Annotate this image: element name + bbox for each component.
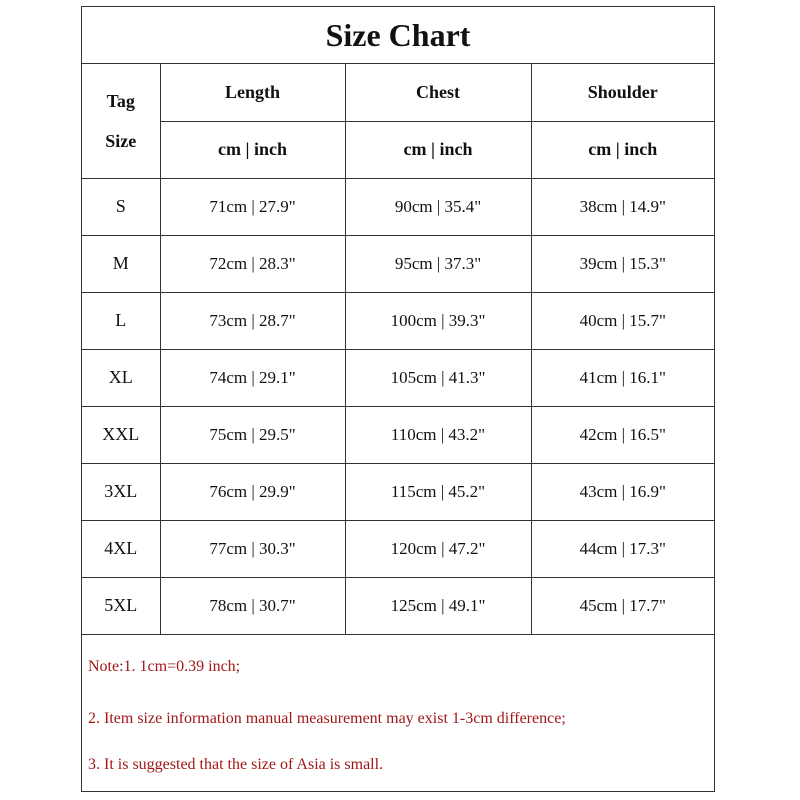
chest-cell: 110cm | 43.2" <box>345 406 531 463</box>
table-row <box>82 577 714 634</box>
table-row <box>82 178 714 235</box>
length-cell: 71cm | 27.9" <box>160 178 345 235</box>
chest-cell: 90cm | 35.4" <box>345 178 531 235</box>
note-3: 3. It is suggested that the size of Asia is small. <box>88 756 384 773</box>
column-header-shoulder: Shoulder <box>531 64 714 121</box>
table-row <box>82 292 714 349</box>
table-row <box>82 406 714 463</box>
shoulder-cell: 38cm | 14.9" <box>531 178 714 235</box>
header-row <box>82 64 714 121</box>
unit-row <box>82 121 714 178</box>
size-chart <box>81 6 715 792</box>
length-cell: 76cm | 29.9" <box>160 463 345 520</box>
size-cell: 3XL <box>82 463 160 520</box>
chest-cell: 120cm | 47.2" <box>345 520 531 577</box>
length-cell: 73cm | 28.7" <box>160 292 345 349</box>
shoulder-cell: 39cm | 15.3" <box>531 235 714 292</box>
chest-cell: 105cm | 41.3" <box>345 349 531 406</box>
chest-cell: 95cm | 37.3" <box>345 235 531 292</box>
shoulder-cell: 40cm | 15.7" <box>531 292 714 349</box>
size-cell: 5XL <box>82 577 160 634</box>
shoulder-cell: 45cm | 17.7" <box>531 577 714 634</box>
column-header-length: Length <box>160 64 345 121</box>
size-cell: M <box>82 235 160 292</box>
length-cell: 77cm | 30.3" <box>160 520 345 577</box>
tag-size-line-2: Size <box>105 130 137 151</box>
length-cell: 74cm | 29.1" <box>160 349 345 406</box>
chart-title: Size Chart <box>82 7 714 64</box>
shoulder-cell: 41cm | 16.1" <box>531 349 714 406</box>
chest-cell: 115cm | 45.2" <box>345 463 531 520</box>
unit-chest: cm | inch <box>345 121 531 178</box>
table-row <box>82 349 714 406</box>
size-cell: S <box>82 178 160 235</box>
tag-size-header <box>82 64 160 178</box>
size-cell: L <box>82 292 160 349</box>
table-row <box>82 463 714 520</box>
size-cell: 4XL <box>82 520 160 577</box>
table-row <box>82 235 714 292</box>
note-1: Note:1. 1cm=0.39 inch; <box>88 658 241 675</box>
table-row <box>82 520 714 577</box>
unit-shoulder: cm | inch <box>531 121 714 178</box>
length-cell: 78cm | 30.7" <box>160 577 345 634</box>
shoulder-cell: 44cm | 17.3" <box>531 520 714 577</box>
size-cell: XL <box>82 349 160 406</box>
column-header-chest: Chest <box>345 64 531 121</box>
size-cell: XXL <box>82 406 160 463</box>
unit-length: cm | inch <box>160 121 345 178</box>
shoulder-cell: 42cm | 16.5" <box>531 406 714 463</box>
size-table <box>82 64 714 635</box>
chest-cell: 100cm | 39.3" <box>345 292 531 349</box>
shoulder-cell: 43cm | 16.9" <box>531 463 714 520</box>
tag-size-line-1: Tag <box>106 90 135 111</box>
notes-section <box>82 635 714 791</box>
length-cell: 72cm | 28.3" <box>160 235 345 292</box>
note-2: 2. Item size information manual measurement may exist 1-3cm difference; <box>88 710 566 727</box>
length-cell: 75cm | 29.5" <box>160 406 345 463</box>
chest-cell: 125cm | 49.1" <box>345 577 531 634</box>
